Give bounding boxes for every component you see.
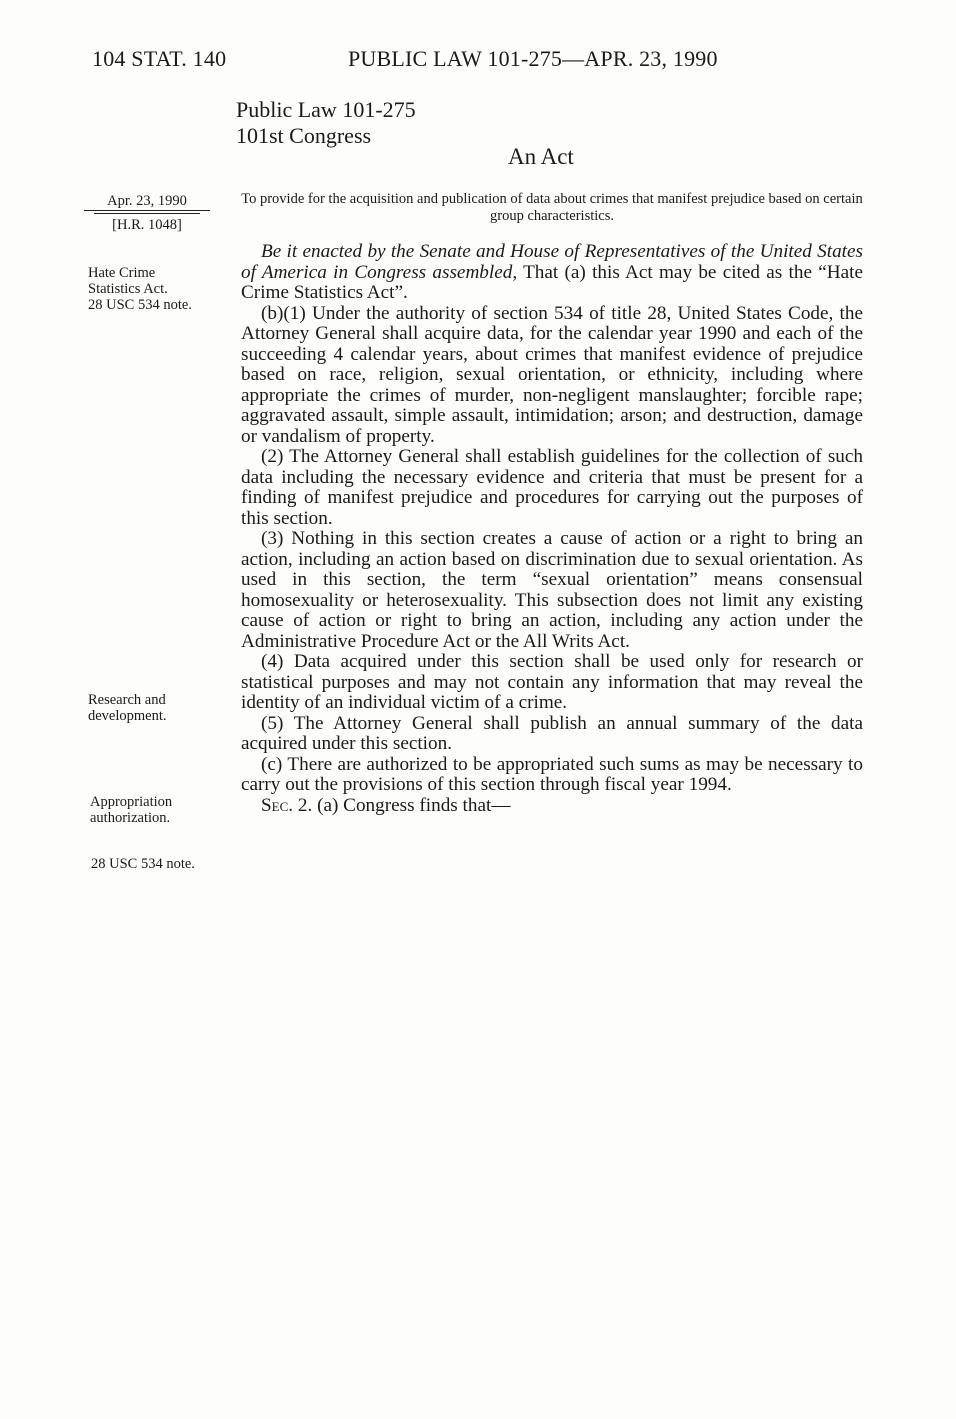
enacting-clause [241, 242, 863, 304]
running-header: PUBLIC LAW 101-275—APR. 23, 1990 [348, 46, 718, 71]
law-title-block [236, 97, 416, 149]
section-label: Sec. [261, 794, 294, 816]
act-purpose: To provide for the acquisition and publication of data about crimes that manifest prejudice based on certain group characteristics. [241, 191, 863, 224]
margin-note-line: 28 USC 534 note. [88, 297, 192, 313]
act-body [241, 242, 863, 816]
margin-note-line: Statistics Act. [88, 281, 168, 297]
margin-note-line: Hate Crime [88, 265, 156, 281]
act-heading: An Act [508, 144, 574, 169]
paragraph-b3: (3) Nothing in this section creates a cause of action or a right to bring an action, including an action based on discrimination due to sexual orientation. As used in this section, the term “sexual orientation” means consensual homosexuality or heterosexuality. This subsection does not limit any existing cause of action or right to bring an action, including any action under the Administrative Procedure Act or the All Writs Act. [241, 528, 863, 652]
paragraph-b2: (2) The Attorney General shall establish guidelines for the collection of such data including the necessary evidence and criteria that must be present for a finding of manifest prejudice and procedures for carrying out the purposes of this section. [241, 446, 863, 529]
margin-bill-number: [H.R. 1048] [94, 213, 200, 233]
paragraph-b5: (5) The Attorney General shall publish an annual summary of the data acquired under this section. [241, 712, 863, 754]
paragraph-b4: (4) Data acquired under this section shall be used only for research or statistical purposes and may not contain any information that may reveal the identity of an individual victim of a crime. [241, 651, 863, 713]
margin-note-line: Appropriation [90, 794, 173, 810]
margin-note-line: development. [88, 708, 167, 724]
section-2-start [241, 796, 863, 817]
margin-note-research [88, 692, 167, 724]
section-2-text: 2. (a) Congress finds that— [293, 794, 511, 816]
margin-note-usc: 28 USC 534 note. [91, 856, 195, 872]
statute-page-number: 104 STAT. 140 [92, 46, 227, 71]
public-law-number: Public Law 101-275 [236, 97, 416, 122]
margin-note-short-title [88, 265, 192, 313]
margin-note-appropriation [90, 794, 172, 826]
paragraph-c: (c) There are authorized to be appropriated such sums as may be necessary to carry out the provisions of this section through fiscal year 1994. [241, 753, 863, 795]
enacting-formula: Be it enacted by the Senate and House of Representatives of the United States of America in Congress assembled, [241, 241, 863, 283]
margin-note-line: authorization. [90, 810, 171, 826]
margin-date-block [104, 193, 210, 233]
paragraph-b1: (b)(1) Under the authority of section 534 of title 28, United States Code, the Attorney General shall acquire data, for the calendar year 1990 and each of the succeeding 4 calendar years, about crimes that manifest evidence of prejudice based on race, religion, sexual orientation, or ethnicity, including where appropriate the crimes of murder, non-negligent manslaughter; forcible rape; aggravated assault, simple assault, intimidation; arson; and destruction, damage or vandalism of property. [241, 302, 863, 447]
margin-note-line: Research and [88, 692, 166, 708]
margin-date: Apr. 23, 1990 [84, 193, 210, 211]
congress-number: 101st Congress [236, 123, 372, 148]
short-title-clause: That (a) this Act may be cited as the “Hate Crime Statistics Act”. [241, 261, 863, 303]
